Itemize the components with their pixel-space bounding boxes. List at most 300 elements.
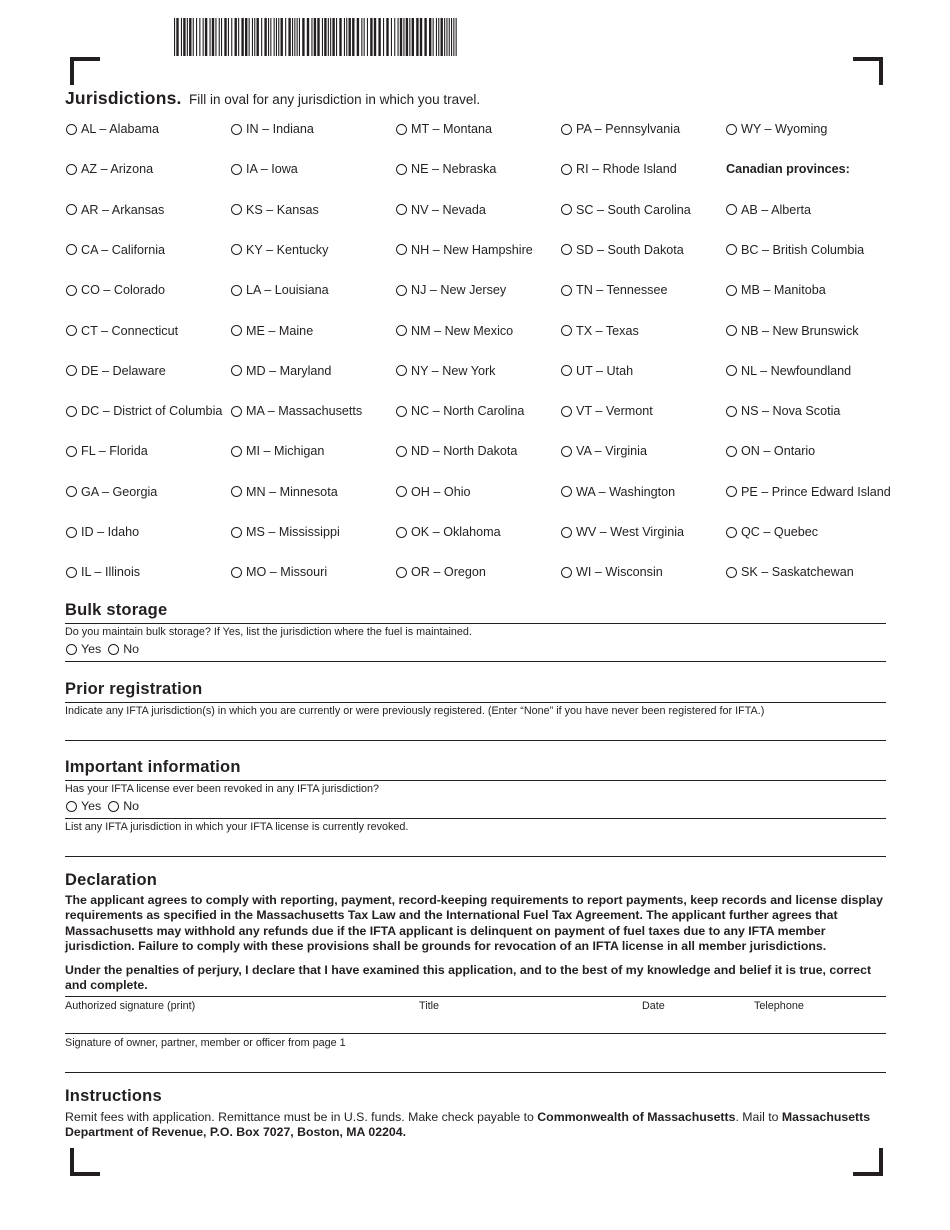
jurisdiction-option[interactable] bbox=[396, 280, 506, 300]
jurisdiction-option[interactable] bbox=[726, 280, 826, 300]
oval-radio[interactable] bbox=[726, 124, 737, 135]
jurisdiction-label: NY – New York bbox=[411, 363, 496, 378]
barcode-bar bbox=[281, 18, 283, 56]
canadian-provinces-heading: Canadian provinces: bbox=[726, 162, 850, 177]
barcode-bar bbox=[436, 18, 437, 56]
jurisdiction-option[interactable] bbox=[66, 280, 165, 300]
registration-mark-bottom-right bbox=[853, 1148, 883, 1176]
prior-registration-entry-line[interactable] bbox=[65, 740, 886, 741]
oval-radio[interactable] bbox=[726, 406, 737, 417]
barcode-bar bbox=[311, 18, 312, 56]
jurisdiction-option[interactable] bbox=[396, 401, 524, 421]
barcode-bar bbox=[336, 18, 337, 56]
jurisdiction-option[interactable] bbox=[66, 522, 139, 542]
registration-mark-top-right bbox=[853, 57, 883, 85]
jurisdiction-option[interactable] bbox=[561, 401, 653, 421]
jurisdiction-option[interactable] bbox=[561, 562, 663, 582]
jurisdictions-grid bbox=[66, 119, 896, 603]
jurisdiction-option[interactable] bbox=[726, 200, 811, 220]
jurisdiction-label: DC – District of Columbia bbox=[81, 404, 223, 419]
barcode-bar bbox=[288, 18, 290, 56]
oval-radio[interactable] bbox=[66, 644, 77, 655]
barcode-bar bbox=[361, 18, 362, 56]
jurisdiction-label: MD – Maryland bbox=[246, 363, 332, 378]
barcode-bar bbox=[189, 18, 191, 56]
barcode-bar bbox=[357, 18, 359, 56]
barcode-bar bbox=[322, 18, 323, 56]
barcode-bar bbox=[297, 18, 298, 56]
telephone-label: Telephone bbox=[754, 1000, 804, 1012]
jurisdiction-label: IL – Illinois bbox=[81, 565, 141, 580]
jurisdiction-label: SD – South Dakota bbox=[576, 242, 684, 257]
oval-radio[interactable] bbox=[231, 406, 242, 417]
jurisdiction-label: AL – Alabama bbox=[81, 122, 159, 136]
declaration-title: Declaration bbox=[65, 871, 158, 889]
oval-radio[interactable] bbox=[231, 486, 242, 497]
declaration-paragraph-2: Under the penalties of perjury, I declare that I have examined this application, and to the best of my knowledge and belief it is true, correct and complete. bbox=[65, 963, 872, 993]
jurisdiction-option[interactable] bbox=[231, 361, 331, 381]
barcode-bar bbox=[453, 18, 454, 56]
barcode-bar bbox=[193, 18, 194, 56]
barcode-bar bbox=[176, 18, 178, 56]
registration-mark-top-left bbox=[70, 57, 100, 85]
oval-radio[interactable] bbox=[66, 244, 77, 255]
jurisdictions-title: Jurisdictions. bbox=[65, 88, 182, 108]
barcode-bar bbox=[249, 18, 250, 56]
bulk-storage-yes-option[interactable] bbox=[66, 642, 101, 656]
jurisdiction-option[interactable] bbox=[231, 119, 314, 139]
jurisdiction-label: IA – Iowa bbox=[246, 162, 298, 177]
barcode-bar bbox=[276, 18, 277, 56]
bulk-storage-no-option[interactable] bbox=[108, 642, 139, 656]
jurisdiction-option[interactable] bbox=[726, 321, 859, 341]
bulk-storage-title: Bulk storage bbox=[65, 601, 168, 619]
revoked-no-option[interactable] bbox=[108, 799, 139, 813]
oval-radio[interactable] bbox=[396, 124, 407, 135]
jurisdiction-label: VT – Vermont bbox=[576, 404, 653, 419]
barcode-bar bbox=[187, 18, 188, 56]
barcode-bar bbox=[196, 18, 197, 56]
barcode-bar bbox=[420, 18, 422, 56]
barcode-bar bbox=[252, 18, 253, 56]
barcode-bar bbox=[221, 18, 222, 56]
barcode-bar bbox=[391, 18, 392, 56]
signature-print-label: Authorized signature (print) bbox=[65, 1000, 196, 1012]
jurisdiction-option[interactable] bbox=[231, 522, 340, 542]
jurisdiction-option[interactable] bbox=[396, 522, 501, 542]
oval-radio[interactable] bbox=[561, 204, 572, 215]
jurisdiction-option[interactable] bbox=[561, 119, 680, 139]
oval-radio[interactable] bbox=[561, 406, 572, 417]
jurisdiction-option[interactable] bbox=[396, 361, 495, 381]
barcode-bar bbox=[307, 18, 309, 56]
barcode-bar bbox=[416, 18, 418, 56]
jurisdiction-label: ID – Idaho bbox=[81, 525, 140, 539]
jurisdiction-option[interactable] bbox=[231, 482, 338, 502]
barcode-bar bbox=[278, 18, 279, 56]
oval-radio[interactable] bbox=[66, 285, 77, 296]
jurisdiction-option[interactable] bbox=[561, 361, 633, 381]
oval-radio[interactable] bbox=[561, 567, 572, 578]
jurisdiction-label: NE – Nebraska bbox=[411, 162, 497, 177]
jurisdiction-option[interactable] bbox=[66, 401, 222, 421]
oval-radio[interactable] bbox=[561, 124, 572, 135]
jurisdiction-option[interactable] bbox=[396, 562, 486, 582]
oval-radio[interactable] bbox=[231, 204, 242, 215]
oval-radio[interactable] bbox=[726, 365, 737, 376]
jurisdiction-option[interactable] bbox=[561, 280, 667, 300]
jurisdiction-label: BC – British Columbia bbox=[741, 242, 865, 257]
revoked-yes-option[interactable] bbox=[66, 799, 101, 813]
no-label: No bbox=[123, 799, 140, 813]
declaration-paragraph-1: The applicant agrees to comply with reporting, payment, record-keeping requirements to report payments, keep records and license display requirements as specified in the Massachusetts Tax Law and the International Fuel Tax Agreement. The applicant further agrees that Massachusetts may withhold any refunds due if the IFTA applicant is delinquent on payment of fuel taxes due to any IFTA member jurisdiction. Failure to comply with these provisions shall be grounds for revocation of an IFTA license in all member jurisdictions. bbox=[65, 893, 883, 953]
oval-radio[interactable] bbox=[726, 446, 737, 457]
registration-mark-bottom-left bbox=[70, 1148, 100, 1176]
barcode-bar bbox=[285, 18, 286, 56]
jurisdiction-label: KY – Kentucky bbox=[246, 242, 329, 257]
jurisdiction-option[interactable] bbox=[726, 482, 891, 502]
jurisdiction-label: SC – South Carolina bbox=[576, 202, 691, 217]
oval-radio[interactable] bbox=[726, 567, 737, 578]
jurisdiction-label: DE – Delaware bbox=[81, 363, 166, 378]
oval-radio[interactable] bbox=[726, 325, 737, 336]
oval-radio[interactable] bbox=[231, 325, 242, 336]
oval-radio[interactable] bbox=[231, 244, 242, 255]
jurisdiction-label: SK – Saskatchewan bbox=[741, 565, 854, 580]
oval-radio[interactable] bbox=[561, 285, 572, 296]
oval-radio[interactable] bbox=[396, 325, 407, 336]
jurisdiction-label: MA – Massachusetts bbox=[246, 404, 363, 419]
oval-radio[interactable] bbox=[231, 446, 242, 457]
oval-radio[interactable] bbox=[561, 446, 572, 457]
jurisdiction-option[interactable] bbox=[396, 119, 492, 139]
jurisdiction-option[interactable] bbox=[66, 240, 165, 260]
date-label: Date bbox=[642, 1000, 665, 1012]
bulk-storage-yes-no bbox=[66, 642, 146, 656]
oval-radio[interactable] bbox=[66, 527, 77, 538]
barcode-bar bbox=[205, 18, 207, 56]
oval-radio[interactable] bbox=[396, 446, 407, 457]
jurisdiction-label: WI – Wisconsin bbox=[576, 565, 663, 580]
jurisdiction-option[interactable] bbox=[66, 200, 164, 220]
revoked-list-instruction: List any IFTA jurisdiction in which your IFTA license is currently revoked. bbox=[65, 821, 409, 833]
jurisdiction-option[interactable] bbox=[726, 522, 818, 542]
jurisdiction-label: TN – Tennessee bbox=[576, 283, 668, 298]
jurisdiction-label: AB – Alberta bbox=[741, 202, 812, 217]
barcode-bar bbox=[364, 18, 365, 56]
barcode-bar bbox=[254, 18, 255, 56]
oval-radio[interactable] bbox=[108, 644, 119, 655]
jurisdiction-option[interactable] bbox=[726, 562, 854, 582]
jurisdiction-label: FL – Florida bbox=[81, 444, 148, 459]
oval-radio[interactable] bbox=[726, 244, 737, 255]
jurisdiction-option[interactable] bbox=[66, 159, 153, 179]
oval-radio[interactable] bbox=[396, 365, 407, 376]
jurisdiction-option[interactable] bbox=[231, 401, 362, 421]
jurisdiction-label: ME – Maine bbox=[246, 323, 314, 338]
jurisdiction-option[interactable] bbox=[726, 240, 864, 260]
jurisdiction-label: WY – Wyoming bbox=[741, 122, 828, 136]
jurisdictions-heading bbox=[65, 88, 480, 109]
barcode-bar bbox=[238, 18, 239, 56]
divider bbox=[65, 996, 886, 997]
jurisdiction-option[interactable] bbox=[726, 361, 851, 381]
jurisdiction-option[interactable] bbox=[231, 562, 327, 582]
barcode-bar bbox=[174, 18, 175, 56]
oval-radio[interactable] bbox=[396, 204, 407, 215]
jurisdiction-label: MO – Missouri bbox=[246, 565, 328, 580]
jurisdiction-option[interactable] bbox=[66, 482, 157, 502]
barcode-bar bbox=[433, 18, 434, 56]
barcode-bar bbox=[224, 18, 226, 56]
jurisdiction-option[interactable] bbox=[231, 321, 313, 341]
oval-radio[interactable] bbox=[66, 365, 77, 376]
jurisdiction-label: NV – Nevada bbox=[411, 202, 486, 217]
jurisdiction-option[interactable] bbox=[726, 119, 827, 139]
barcode-bar bbox=[429, 18, 431, 56]
title-label: Title bbox=[419, 1000, 439, 1012]
oval-radio[interactable] bbox=[66, 164, 77, 175]
instructions-text-2: . Mail to bbox=[735, 1110, 782, 1124]
barcode-bar bbox=[367, 18, 368, 56]
jurisdictions-instruction: Fill in oval for any jurisdiction in which you travel. bbox=[189, 92, 481, 107]
oval-radio[interactable] bbox=[66, 124, 77, 135]
jurisdiction-label: NB – New Brunswick bbox=[741, 323, 859, 338]
barcode-bar bbox=[294, 18, 295, 56]
jurisdiction-option[interactable] bbox=[231, 441, 324, 461]
barcode-bar bbox=[231, 18, 232, 56]
jurisdiction-option[interactable] bbox=[66, 441, 148, 461]
jurisdiction-label: PA – Pennsylvania bbox=[576, 122, 681, 136]
mailing-address: Massachusetts Department of Revenue, P.O. Box 7027, Boston, MA 02204. bbox=[65, 1110, 871, 1140]
bulk-storage-question: Do you maintain bulk storage? If Yes, list the jurisdiction where the fuel is maintained. bbox=[65, 626, 472, 638]
oval-radio[interactable] bbox=[66, 486, 77, 497]
oval-radio[interactable] bbox=[396, 406, 407, 417]
jurisdiction-option[interactable] bbox=[396, 159, 496, 179]
jurisdiction-option[interactable] bbox=[561, 321, 639, 341]
instructions-title: Instructions bbox=[65, 1087, 162, 1105]
oval-radio[interactable] bbox=[561, 527, 572, 538]
revoked-question: Has your IFTA license ever been revoked in any IFTA jurisdiction? bbox=[65, 783, 380, 795]
signature-owner-entry-line[interactable] bbox=[65, 1072, 886, 1073]
barcode-bar bbox=[339, 18, 341, 56]
oval-radio[interactable] bbox=[396, 244, 407, 255]
jurisdiction-label: UT – Utah bbox=[576, 363, 634, 378]
jurisdiction-label: OK – Oklahoma bbox=[411, 525, 501, 539]
jurisdiction-label: WV – West Virginia bbox=[576, 525, 685, 539]
barcode-bar bbox=[370, 18, 372, 56]
oval-radio[interactable] bbox=[231, 365, 242, 376]
oval-radio[interactable] bbox=[396, 486, 407, 497]
jurisdiction-label: NM – New Mexico bbox=[411, 323, 514, 338]
jurisdiction-label: GA – Georgia bbox=[81, 484, 158, 499]
signature-owner-label: Signature of owner, partner, member or officer from page 1 bbox=[65, 1037, 346, 1049]
barcode-bar bbox=[235, 18, 237, 56]
jurisdiction-option[interactable] bbox=[561, 240, 684, 260]
barcode-bar bbox=[299, 18, 300, 56]
jurisdiction-label: ND – North Dakota bbox=[411, 444, 518, 459]
yes-label: Yes bbox=[81, 799, 102, 813]
yes-label: Yes bbox=[81, 642, 102, 656]
jurisdiction-label: NL – Newfoundland bbox=[741, 363, 852, 378]
oval-radio[interactable] bbox=[561, 325, 572, 336]
jurisdiction-option[interactable] bbox=[561, 522, 684, 542]
jurisdiction-option[interactable] bbox=[396, 200, 486, 220]
barcode-bar bbox=[456, 18, 457, 56]
jurisdiction-label: MI – Michigan bbox=[246, 444, 325, 459]
jurisdiction-label: CT – Connecticut bbox=[81, 323, 179, 338]
jurisdiction-option[interactable] bbox=[66, 361, 166, 381]
barcode-bar bbox=[324, 18, 326, 56]
oval-radio[interactable] bbox=[231, 164, 242, 175]
barcode-bar bbox=[403, 18, 404, 56]
barcode-bar bbox=[406, 18, 408, 56]
jurisdiction-label: NJ – New Jersey bbox=[411, 283, 507, 298]
jurisdiction-option[interactable] bbox=[66, 119, 159, 139]
oval-radio[interactable] bbox=[561, 365, 572, 376]
jurisdiction-label: LA – Louisiana bbox=[246, 283, 329, 298]
barcode-bar bbox=[292, 18, 293, 56]
oval-radio[interactable] bbox=[726, 527, 737, 538]
oval-radio[interactable] bbox=[726, 285, 737, 296]
jurisdiction-label: OH – Ohio bbox=[411, 484, 471, 499]
jurisdiction-label: PE – Prince Edward Island bbox=[741, 484, 891, 499]
oval-radio[interactable] bbox=[231, 285, 242, 296]
oval-radio[interactable] bbox=[231, 124, 242, 135]
barcode-bar bbox=[199, 18, 200, 56]
barcode-bar bbox=[274, 18, 275, 56]
oval-radio[interactable] bbox=[66, 446, 77, 457]
barcode-bar bbox=[346, 18, 347, 56]
jurisdiction-option[interactable] bbox=[231, 240, 328, 260]
barcode-bar bbox=[203, 18, 204, 56]
oval-radio[interactable] bbox=[66, 801, 77, 812]
oval-radio[interactable] bbox=[726, 204, 737, 215]
barcode-bar bbox=[241, 18, 243, 56]
oval-radio[interactable] bbox=[66, 325, 77, 336]
jurisdiction-option[interactable] bbox=[561, 441, 647, 461]
jurisdiction-option[interactable] bbox=[726, 401, 840, 421]
divider bbox=[65, 818, 886, 819]
oval-radio[interactable] bbox=[66, 567, 77, 578]
important-information-title: Important information bbox=[65, 758, 241, 776]
oval-radio[interactable] bbox=[561, 164, 572, 175]
jurisdiction-option[interactable] bbox=[396, 441, 517, 461]
barcode-bar bbox=[378, 18, 380, 56]
revoked-entry-line[interactable] bbox=[65, 856, 886, 857]
barcode-bar bbox=[330, 18, 331, 56]
barcode-bar bbox=[264, 18, 266, 56]
instructions-text-1: Remit fees with application. Remittance must be in U.S. funds. Make check payable to bbox=[65, 1110, 538, 1124]
barcode-bar bbox=[314, 18, 316, 56]
divider bbox=[65, 702, 886, 703]
barcode-bar bbox=[409, 18, 410, 56]
barcode-bar bbox=[302, 18, 304, 56]
jurisdiction-option[interactable] bbox=[66, 321, 178, 341]
jurisdiction-option[interactable] bbox=[66, 562, 140, 582]
jurisdiction-option[interactable] bbox=[396, 321, 513, 341]
barcode-bar bbox=[349, 18, 351, 56]
barcode-bar bbox=[449, 18, 450, 56]
barcode-bar bbox=[219, 18, 220, 56]
barcode-bar bbox=[383, 18, 384, 56]
barcode-bar bbox=[398, 18, 399, 56]
payee-name: Commonwealth of Massachusetts bbox=[537, 1110, 736, 1124]
barcode-bar bbox=[386, 18, 388, 56]
jurisdiction-label: OR – Oregon bbox=[411, 565, 486, 580]
oval-radio[interactable] bbox=[231, 527, 242, 538]
oval-radio[interactable] bbox=[561, 486, 572, 497]
barcode bbox=[174, 18, 458, 56]
barcode-bar bbox=[328, 18, 329, 56]
barcode-bar bbox=[268, 18, 269, 56]
divider bbox=[65, 780, 886, 781]
barcode-bar bbox=[257, 18, 259, 56]
oval-radio[interactable] bbox=[726, 486, 737, 497]
barcode-bar bbox=[245, 18, 247, 56]
barcode-bar bbox=[210, 18, 211, 56]
oval-radio[interactable] bbox=[396, 285, 407, 296]
jurisdiction-option[interactable] bbox=[561, 200, 691, 220]
jurisdiction-label: KS – Kansas bbox=[246, 202, 319, 217]
oval-radio[interactable] bbox=[561, 244, 572, 255]
barcode-bar bbox=[412, 18, 414, 56]
barcode-bar bbox=[212, 18, 214, 56]
jurisdiction-label: MN – Minnesota bbox=[246, 484, 338, 499]
jurisdiction-option[interactable] bbox=[396, 240, 533, 260]
jurisdiction-label: MT – Montana bbox=[411, 122, 492, 136]
jurisdiction-option[interactable] bbox=[561, 159, 677, 179]
jurisdiction-label: IN – Indiana bbox=[246, 122, 314, 136]
barcode-bar bbox=[438, 18, 439, 56]
jurisdiction-option[interactable] bbox=[726, 441, 815, 461]
barcode-bar bbox=[400, 18, 402, 56]
signature-print-entry-line[interactable] bbox=[65, 1033, 886, 1034]
jurisdiction-label: TX – Texas bbox=[576, 323, 639, 338]
no-label: No bbox=[123, 642, 140, 656]
instructions-text bbox=[65, 1110, 887, 1141]
jurisdiction-option[interactable] bbox=[231, 200, 319, 220]
barcode-bar bbox=[261, 18, 262, 56]
oval-radio[interactable] bbox=[66, 204, 77, 215]
barcode-bar bbox=[441, 18, 443, 56]
jurisdiction-option[interactable] bbox=[231, 280, 329, 300]
jurisdiction-option[interactable] bbox=[561, 482, 675, 502]
oval-radio[interactable] bbox=[396, 567, 407, 578]
oval-radio[interactable] bbox=[396, 527, 407, 538]
barcode-bar bbox=[394, 18, 395, 56]
jurisdiction-label: ON – Ontario bbox=[741, 444, 816, 459]
oval-radio[interactable] bbox=[396, 164, 407, 175]
divider bbox=[65, 623, 886, 624]
jurisdiction-option[interactable] bbox=[231, 159, 298, 179]
jurisdiction-label: NS – Nova Scotia bbox=[741, 404, 841, 419]
oval-radio[interactable] bbox=[231, 567, 242, 578]
oval-radio[interactable] bbox=[108, 801, 119, 812]
barcode-bar bbox=[228, 18, 229, 56]
barcode-bar bbox=[446, 18, 447, 56]
barcode-bar bbox=[424, 18, 426, 56]
jurisdiction-label: NH – New Hampshire bbox=[411, 242, 533, 257]
oval-radio[interactable] bbox=[66, 406, 77, 417]
barcode-bar bbox=[183, 18, 185, 56]
prior-registration-instruction: Indicate any IFTA jurisdiction(s) in which you are currently or were previously registered. (Enter “None” if you have never been registered for IFTA.) bbox=[65, 705, 765, 717]
barcode-bar bbox=[270, 18, 271, 56]
jurisdiction-label: NC – North Carolina bbox=[411, 404, 525, 419]
jurisdiction-option[interactable] bbox=[396, 482, 471, 502]
jurisdiction-label: RI – Rhode Island bbox=[576, 162, 677, 177]
revoked-yes-no bbox=[66, 799, 146, 813]
